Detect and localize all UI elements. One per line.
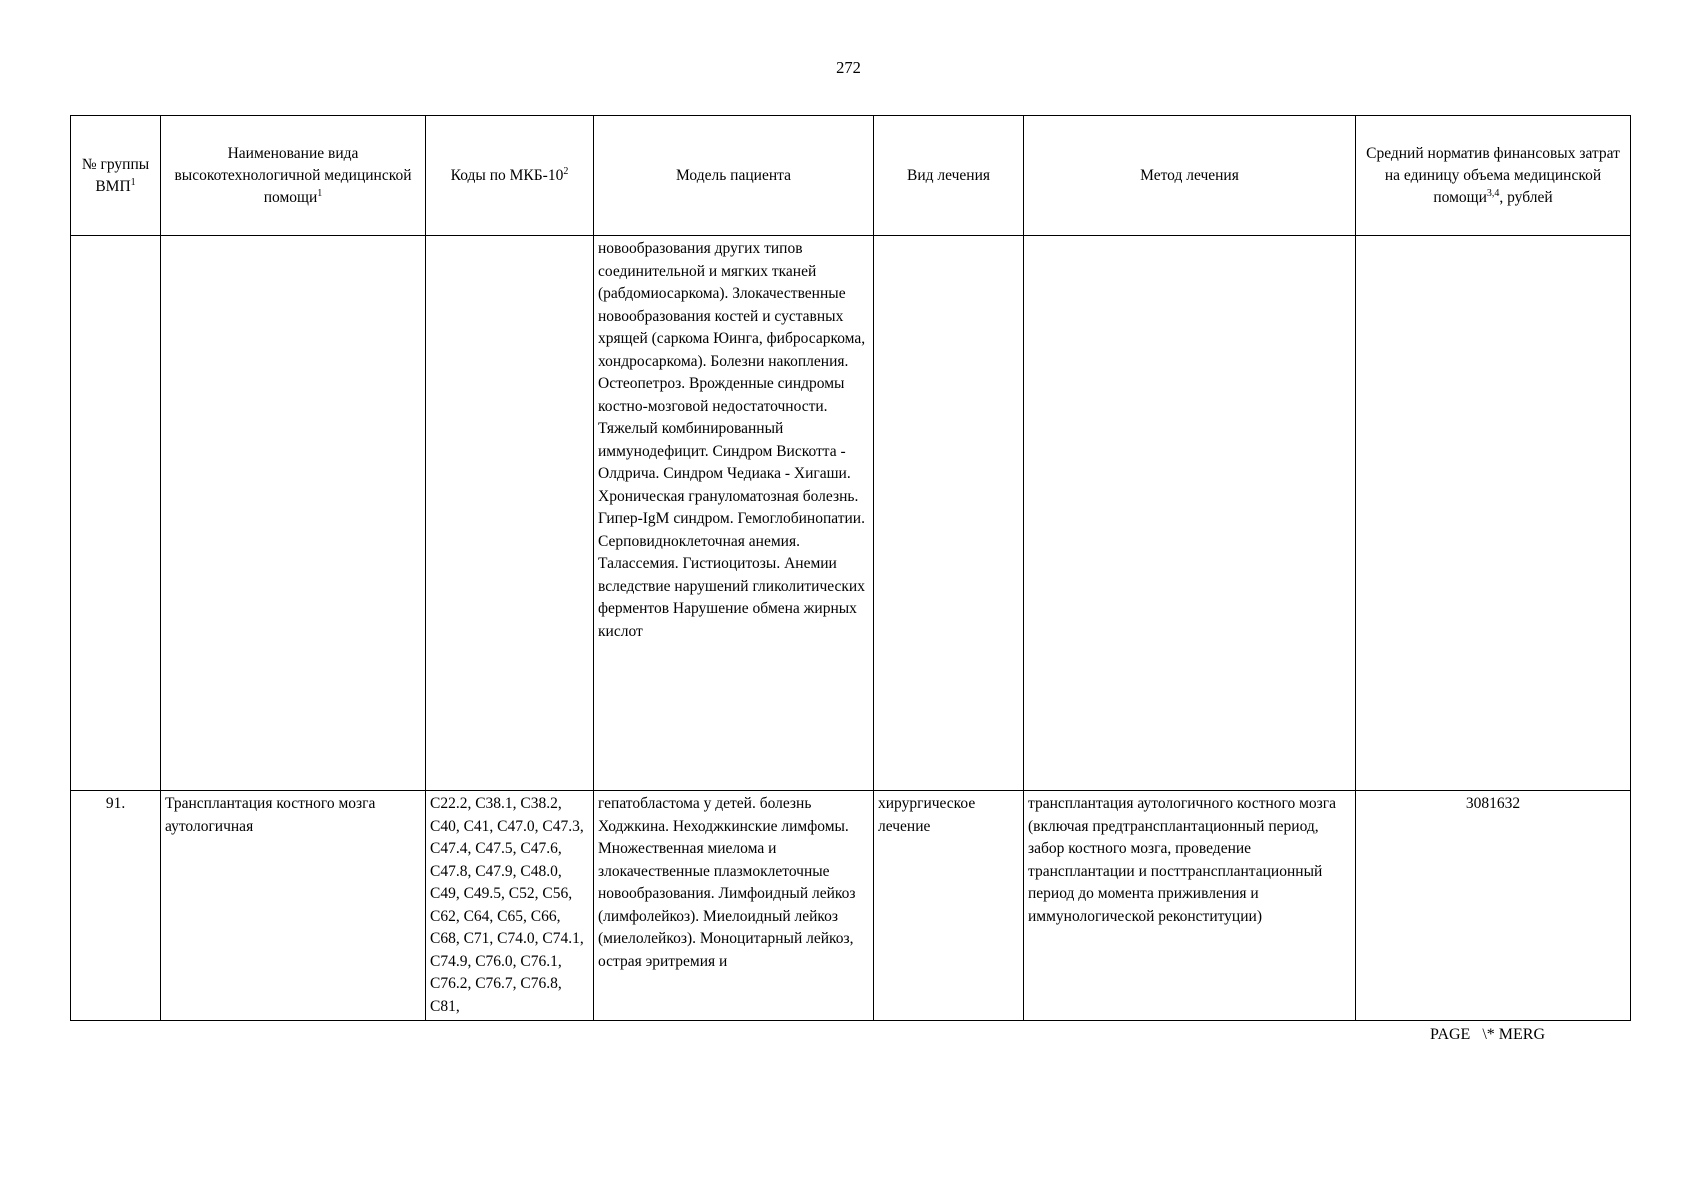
cell-patient-model: гепатобластома у детей. болезнь Ходжкина. Неходжкинские лимфомы. Множественная миелома и злокачественные плазмоклеточные новообразования. Лимфоидный лейкоз (лимфолейкоз). Миелоидный лейкоз (миелолейкоз). Моноцитарный лейкоз, острая эритремия и bbox=[594, 791, 874, 1021]
header-text: Метод лечения bbox=[1140, 166, 1239, 184]
vmp-table bbox=[70, 115, 1631, 1021]
cell-treatment-method bbox=[1024, 236, 1356, 791]
cell-treatment-type: хирургическое лечение bbox=[874, 791, 1024, 1021]
header-row bbox=[71, 116, 1631, 236]
header-superscript: 3,4 bbox=[1486, 187, 1500, 199]
cell-group-number bbox=[71, 236, 161, 791]
cell-cost-standard bbox=[1356, 236, 1631, 791]
cell-icd-codes: C22.2, C38.1, C38.2, C40, C41, C47.0, C47.3, C47.4, C47.5, C47.6, C47.8, C47.9, C48.0, C49, C49.5, C52, C56, C62, C64, C65, C66, C68, C71, C74.0, C74.1, C74.9, C76.0, C76.1, C76.2, C76.7, C76.8, C81, bbox=[426, 791, 594, 1021]
col-header-cost-standard bbox=[1356, 116, 1631, 236]
col-header-group-number bbox=[71, 116, 161, 236]
cell-treatment-method: трансплантация аутологичного костного мозга (включая предтрансплантационный период, забор костного мозга, проведение трансплантации и посттрансплантационный период до момента приживления и иммунологической реконституции) bbox=[1024, 791, 1356, 1021]
header-text: Наименование вида высокотехнологичной медицинской помощи bbox=[174, 144, 412, 206]
col-header-treatment-method bbox=[1024, 116, 1356, 236]
col-header-care-type-name bbox=[161, 116, 426, 236]
cell-icd-codes bbox=[426, 236, 594, 791]
header-text: Модель пациента bbox=[676, 166, 791, 184]
cell-treatment-type bbox=[874, 236, 1024, 791]
page-number: 272 bbox=[836, 58, 861, 77]
cell-group-number: 91. bbox=[71, 791, 161, 1021]
header-superscript: 1 bbox=[317, 187, 323, 199]
col-header-treatment-type bbox=[874, 116, 1024, 236]
header-text: № группы ВМП bbox=[81, 155, 150, 195]
header-superscript: 2 bbox=[563, 165, 569, 177]
header-superscript: 1 bbox=[130, 176, 136, 188]
col-header-icd-codes bbox=[426, 116, 594, 236]
header-suffix: , рублей bbox=[1499, 188, 1553, 206]
header-text: Коды по МКБ-10 bbox=[450, 166, 564, 184]
cell-cost-standard: 3081632 bbox=[1356, 791, 1631, 1021]
header-text: Средний норматив финансовых затрат на единицу объема медицинской помощи bbox=[1366, 144, 1620, 206]
cell-care-type-name: Трансплантация костного мозга аутологичная bbox=[161, 791, 426, 1021]
table-row-continuation bbox=[71, 236, 1631, 791]
col-header-patient-model bbox=[594, 116, 874, 236]
cell-patient-model: новообразования других типов соединительной и мягких тканей (рабдомиосаркома). Злокачественные новообразования костей и суставных хрящей (саркома Юинга, фибросаркома, хондросаркома). Болезни накопления. Остеопетроз. Врожденные синдромы костно-мозговой недостаточности. Тяжелый комбинированный иммунодефицит. Синдром Вискотта - Олдрича. Синдром Чедиака - Хигаши. Хроническая грануломатозная болезнь. Гипер-IgM синдром. Гемоглобинопатии. Серповидноклеточная анемия. Талассемия. Гистиоцитозы. Анемии вследствие нарушений гликолитических ферментов Нарушение обмена жирных кислот bbox=[594, 236, 874, 791]
header-text: Вид лечения bbox=[906, 166, 991, 184]
cell-care-type-name bbox=[161, 236, 426, 791]
table-row-91 bbox=[71, 791, 1631, 1021]
footer-field-code: PAGE \* MERG bbox=[1430, 1026, 1545, 1043]
